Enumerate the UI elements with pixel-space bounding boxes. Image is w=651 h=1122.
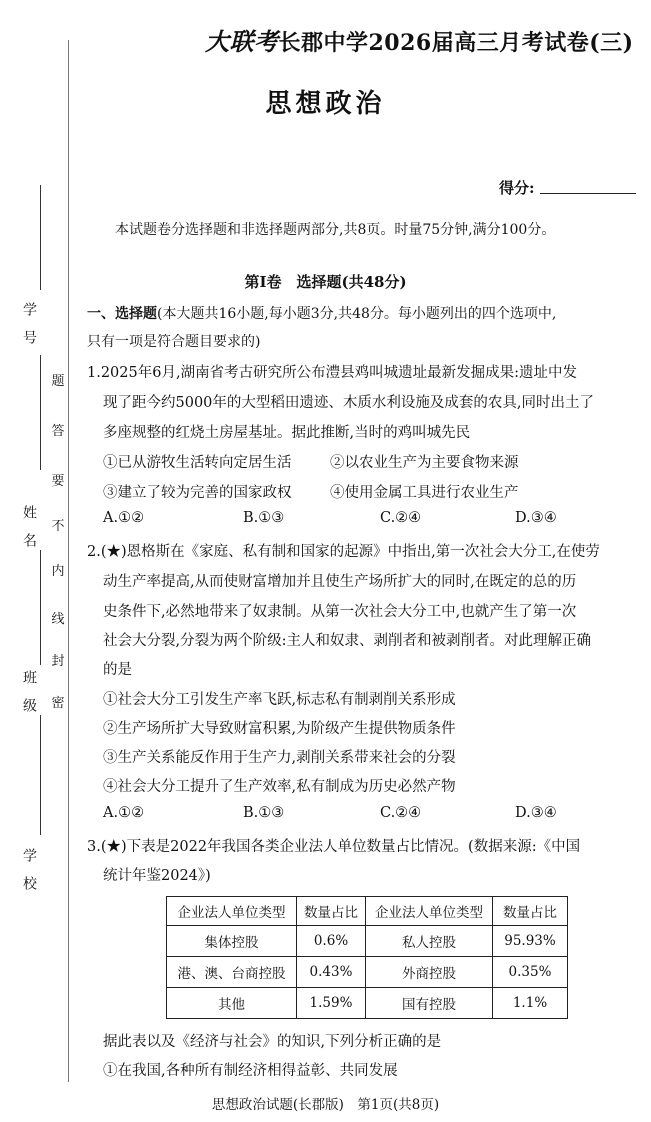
- subject-title: 思想政治: [265, 89, 386, 119]
- binding-underline: [40, 550, 41, 665]
- score-blank[interactable]: [540, 193, 636, 194]
- q2-stem-line: 动生产率提高,从而使财富增加并且使生产场所扩大的同时,在既定的总的历: [103, 574, 577, 590]
- q2-statement: ①社会大分工引发生产率飞跃,标志私有制剥削关系形成: [103, 692, 456, 708]
- q2-option-d[interactable]: D.③④: [515, 805, 557, 821]
- table-header: 数量占比: [493, 897, 568, 926]
- table-cell: 1.1%: [493, 988, 568, 1019]
- q1-option-c[interactable]: C.②④: [380, 510, 422, 526]
- q2-statement: ②生产场所扩大导致财富积累,为阶级产生提供物质条件: [103, 721, 456, 737]
- section-title: 第Ⅰ卷 选择题(共48分): [244, 273, 407, 291]
- table-row: [167, 926, 568, 957]
- seal-char: 题: [51, 374, 65, 389]
- binding-field-name: [22, 505, 42, 561]
- binding-rule: [68, 40, 69, 1082]
- q1-option-a[interactable]: A.①②: [103, 510, 145, 526]
- binding-field-student-id: [22, 302, 42, 358]
- binding-field-label: 学号: [21, 302, 37, 358]
- part-instructions: [87, 303, 556, 323]
- q1-statement: ①已从游牧生活转向定居生活: [103, 455, 292, 471]
- q2-stem-line: 史条件下,必然地带来了奴隶制。从第一次社会大分工中,也就产生了第一次: [103, 604, 577, 620]
- q2-option-b[interactable]: B.①③: [243, 805, 285, 821]
- seal-char: 要: [51, 474, 65, 489]
- table-cell: 95.93%: [493, 926, 568, 957]
- brand-logo-text: 大联考: [205, 27, 279, 56]
- q1-statement: ④使用金属工具进行农业生产: [330, 485, 519, 501]
- table-header: 企业法人单位类型: [366, 897, 493, 926]
- q3-after-table: 据此表以及《经济与社会》的知识,下列分析正确的是: [103, 1034, 442, 1050]
- q2-stem-line: 社会大分裂,分裂为两个阶级:主人和奴隶、剥削者和被剥削者。对此理解正确: [103, 633, 591, 649]
- table-row: [167, 988, 568, 1019]
- q3-stem-line: 3.(★)下表是2022年我国各类企业法人单位数量占比情况。(数据来源:《中国: [87, 839, 581, 855]
- table-header: 数量占比: [297, 897, 366, 926]
- seal-char: 封: [51, 654, 65, 669]
- seal-char: 内: [51, 564, 65, 579]
- q1-stem-line: 多座规整的红烧土房屋基址。据此推断,当时的鸡叫城先民: [103, 425, 471, 441]
- binding-underline: [40, 715, 41, 835]
- table-cell: 1.59%: [297, 988, 366, 1019]
- table-cell: 港、澳、台商控股: [167, 957, 297, 988]
- q1-stem-line: 1.2025年6月,湖南省考古研究所公布澧县鸡叫城遗址最新发掘成果:遗址中发: [87, 365, 577, 381]
- q1-option-b[interactable]: B.①③: [243, 510, 285, 526]
- binding-field-label: 姓名: [21, 505, 37, 561]
- q3-stem-line: 统计年鉴2024》): [103, 868, 211, 884]
- q2-stem-line: 2.(★)恩格斯在《家庭、私有制和国家的起源》中指出,第一次社会大分工,在使劳: [87, 544, 600, 560]
- table-cell: 外商控股: [366, 957, 493, 988]
- seal-notice: [50, 370, 66, 712]
- seal-char: 不: [51, 519, 65, 534]
- table-cell: 集体控股: [167, 926, 297, 957]
- table-cell: 0.43%: [297, 957, 366, 988]
- binding-field-label: 班级: [21, 670, 37, 726]
- seal-char: 答: [51, 424, 65, 439]
- seal-char: 线: [51, 612, 65, 627]
- table-cell: 0.6%: [297, 926, 366, 957]
- score-label: 得分:: [499, 179, 535, 197]
- binding-field-class: [22, 670, 42, 726]
- table-cell: 私人控股: [366, 926, 493, 957]
- part-instructions-line1: (本大题共16小题,每小题3分,共48分。每小题列出的四个选项中,: [157, 306, 557, 322]
- page-footer: 思想政治试题(长郡版) 第1页(共8页): [211, 1097, 440, 1113]
- exam-title-text: 长郡中学2026届高三月考试卷(三): [278, 30, 634, 56]
- table-header: 企业法人单位类型: [167, 897, 297, 926]
- exam-instructions: 本试题卷分选择题和非选择题两部分,共8页。时量75分钟,满分100分。: [115, 222, 556, 238]
- q2-stem-line: 的是: [103, 662, 132, 678]
- binding-underline: [40, 355, 41, 470]
- table-row: [167, 957, 568, 988]
- binding-field-label: 学校: [21, 848, 37, 904]
- q2-option-c[interactable]: C.②④: [380, 805, 422, 821]
- q2-statement: ③生产关系能反作用于生产力,剥削关系带来社会的分裂: [103, 750, 456, 766]
- q2-option-a[interactable]: A.①②: [103, 805, 145, 821]
- table-cell: 国有控股: [366, 988, 493, 1019]
- exam-title: [205, 22, 634, 57]
- seal-char: 密: [51, 696, 65, 711]
- q1-option-d[interactable]: D.③④: [515, 510, 557, 526]
- q1-statement: ③建立了较为完善的国家政权: [103, 485, 292, 501]
- q1-stem-line: 现了距今约5000年的大型稻田遗迹、木质水利设施及成套的农具,同时出土了: [103, 395, 595, 411]
- table-cell: 其他: [167, 988, 297, 1019]
- binding-field-school: [22, 848, 42, 904]
- enterprise-share-table: [166, 896, 568, 1019]
- part-label: 一、选择题: [87, 306, 157, 322]
- table-header-row: [167, 897, 568, 926]
- table-cell: 0.35%: [493, 957, 568, 988]
- q2-statement: ④社会大分工提升了生产效率,私有制成为历史必然产物: [103, 779, 456, 795]
- q1-statement: ②以农业生产为主要食物来源: [330, 455, 519, 471]
- q3-statement: ①在我国,各种所有制经济相得益彰、共同发展: [103, 1063, 398, 1079]
- part-instructions-line2: 只有一项是符合题目要求的): [87, 334, 261, 350]
